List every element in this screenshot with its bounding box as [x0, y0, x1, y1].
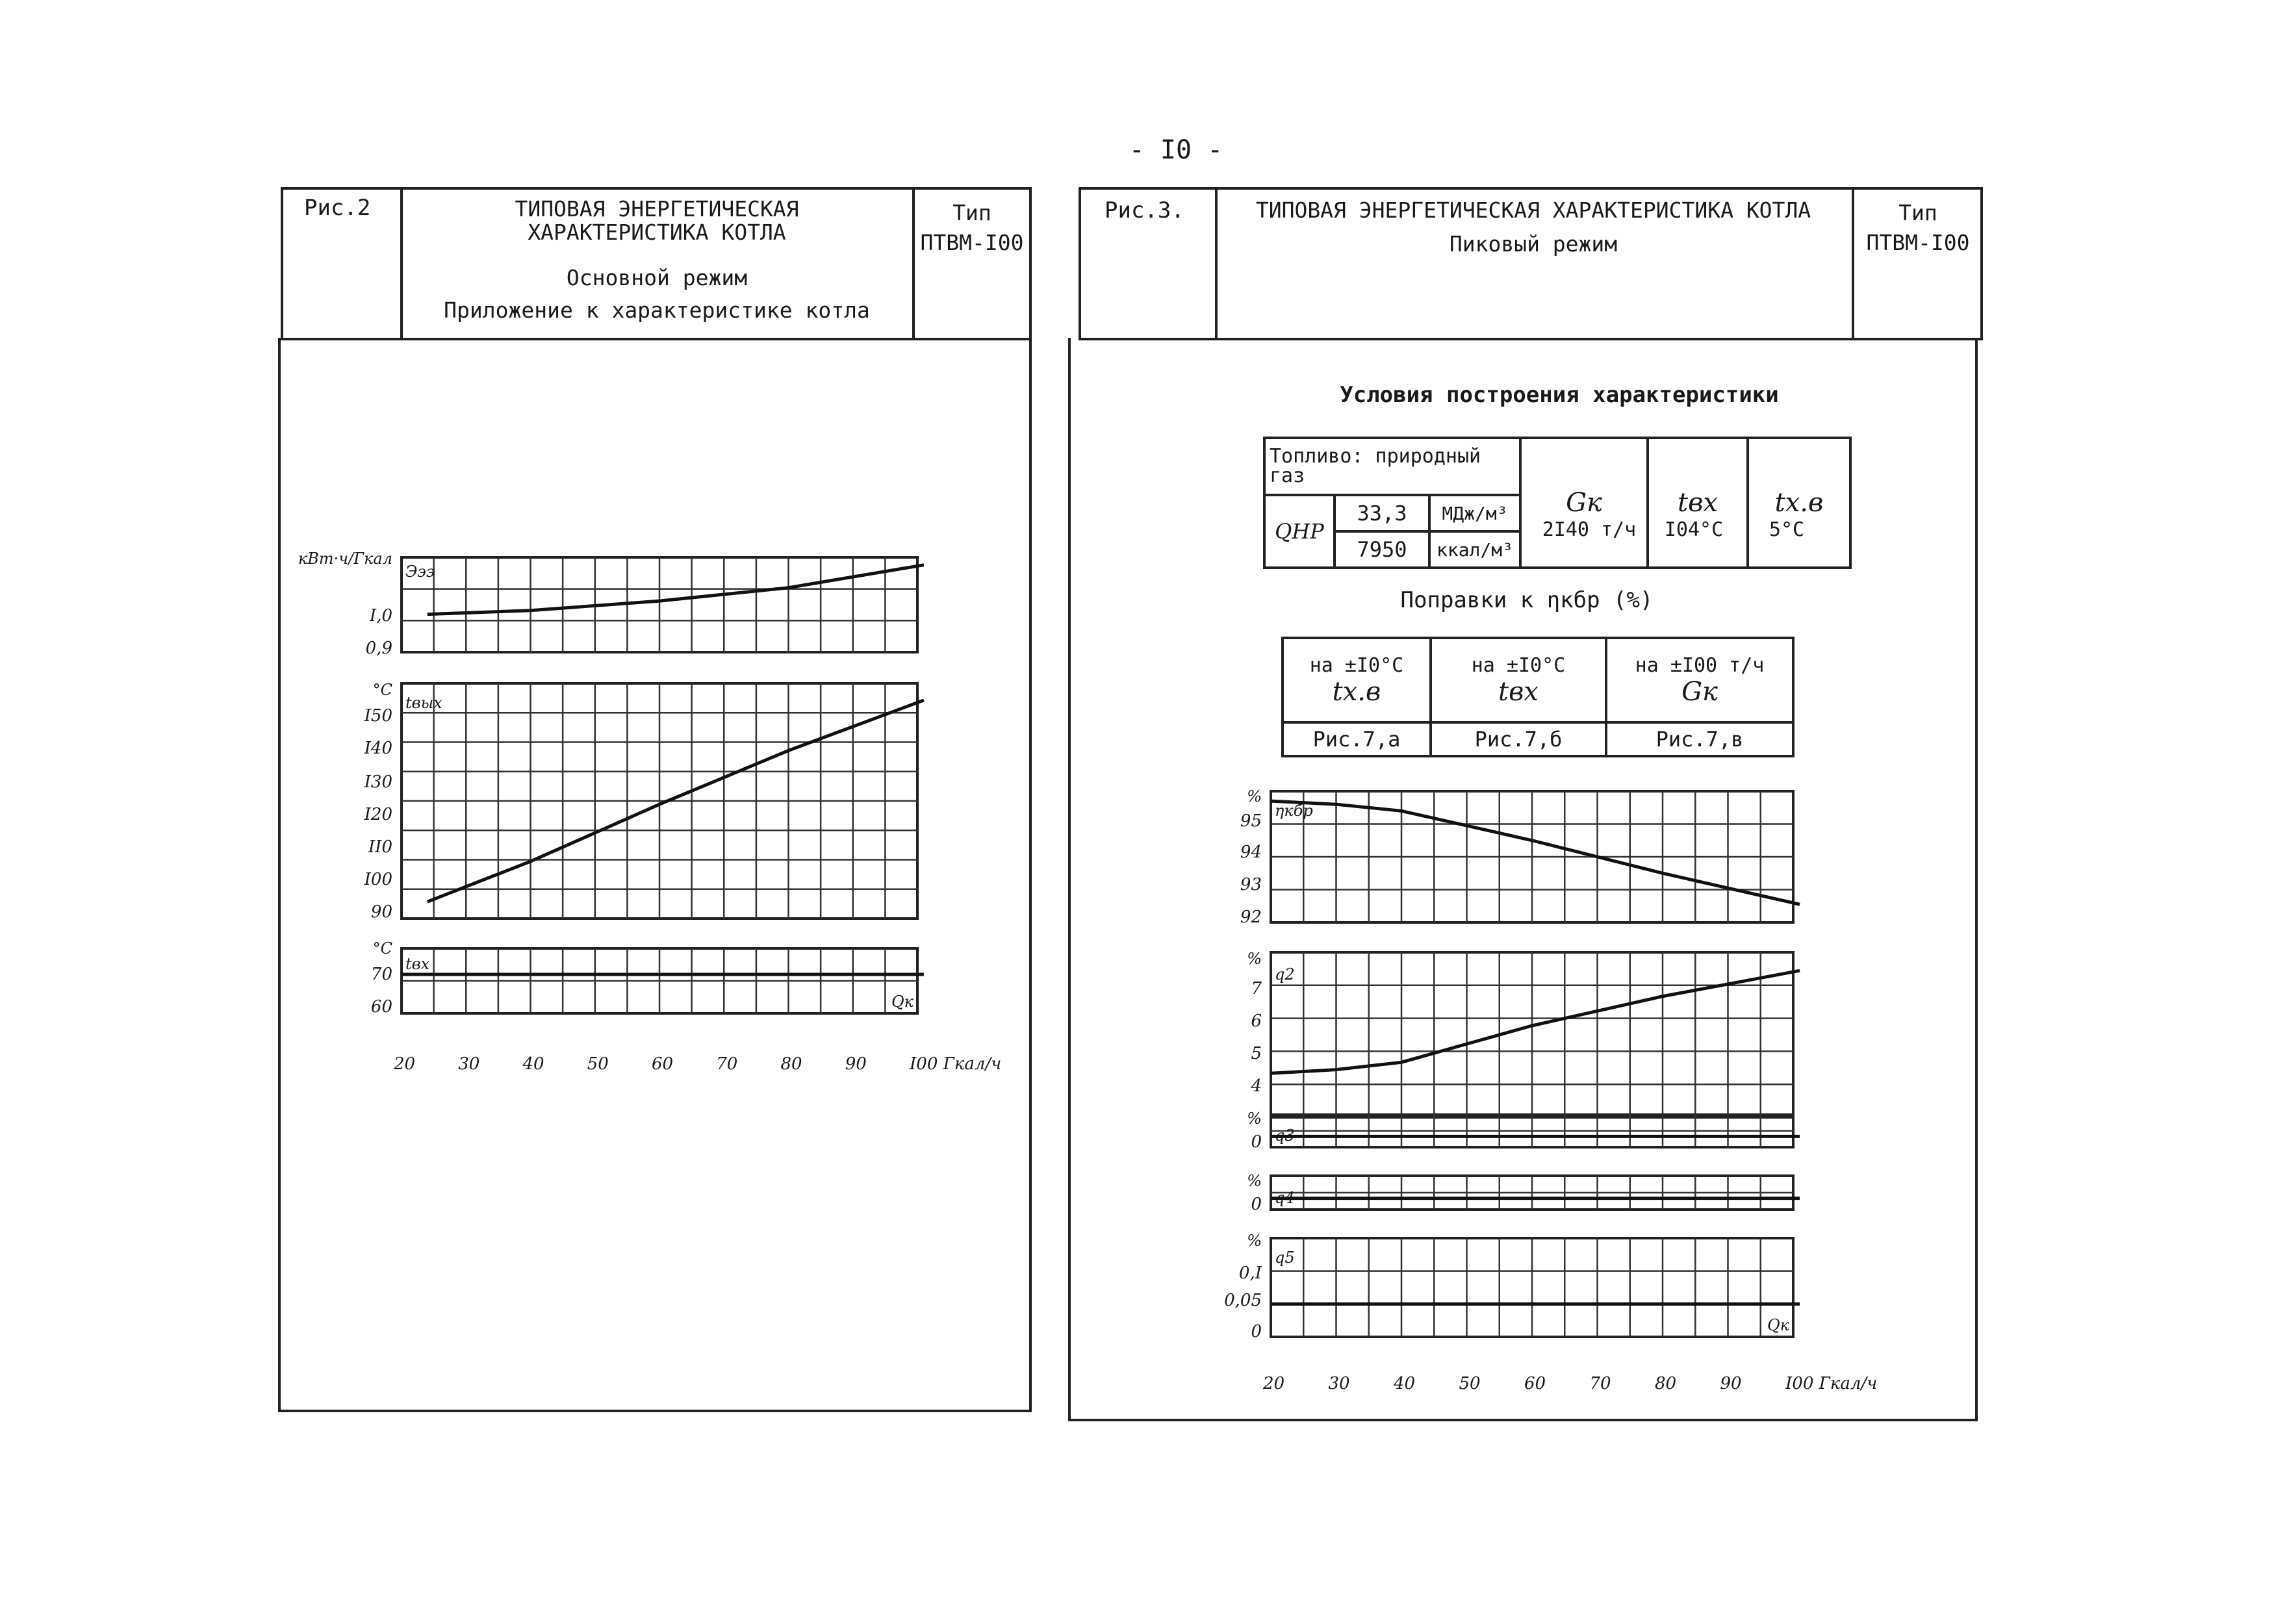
fig2-y-tick-label: I40 [364, 739, 392, 758]
fig3-panel-unit: % [1247, 950, 1262, 968]
fig2-y-tick-label: 90 [370, 902, 392, 922]
corr-sym-2: Gк [1681, 676, 1718, 707]
fig3-x-end-label: Qк [1767, 1316, 1790, 1334]
fig2-y-tick-label: I50 [364, 706, 392, 726]
fig3-panel-name: q5 [1275, 1249, 1295, 1267]
fig3-x-tick-label: 70 [1589, 1374, 1611, 1393]
corr-head-2: на ±I00 т/ч [1635, 653, 1765, 677]
fig3-panel-name: q4 [1275, 1189, 1295, 1207]
fuel-label: Топливо: природный газ [1264, 438, 1520, 495]
corr-sym-0: tх.в [1332, 676, 1381, 707]
fig3-x-tick-label: 40 [1394, 1374, 1416, 1393]
corr-head-1: на ±I0°C [1471, 653, 1566, 677]
fig2-y-tick-label: II0 [368, 837, 392, 857]
gk-value: 2I40 т/ч [1542, 518, 1637, 541]
fig3-y-tick-label: 0,05 [1224, 1291, 1262, 1310]
fig2-x-tick-label: 90 [845, 1054, 867, 1074]
fig2-y-tick-label: I,0 [369, 606, 392, 626]
fig3-y-tick-label: 4 [1251, 1076, 1262, 1096]
fig3-panel-4 [1224, 1232, 1800, 1341]
fig2-x-tick-label: I00 Гкал/ч [910, 1054, 1002, 1074]
fig2-y-tick-label: I00 [364, 870, 392, 889]
fig2-panel-name: tвх [405, 955, 430, 973]
corr-ref-2: Рис.7,в [1606, 722, 1793, 756]
fig3-x-tick-label: 50 [1459, 1374, 1481, 1393]
fig3-panel-3 [1247, 1172, 1800, 1214]
fig2-label: Рис.2 [304, 195, 371, 221]
qnp-label: QНР [1275, 519, 1324, 544]
tvx-value: I04°C [1664, 518, 1724, 541]
fig3-type-value: ПТВМ-I00 [1866, 230, 1970, 255]
fig3-x-tick-label: 90 [1720, 1374, 1742, 1393]
q-mj-unit: МДж/м³ [1429, 495, 1520, 531]
q-kcal-unit: ккал/м³ [1429, 531, 1520, 568]
fig2-panel-unit: кВт·ч/Гкал [298, 550, 392, 568]
fig3-y-tick-label: 92 [1240, 907, 1262, 927]
corr-head-0: на ±I0°C [1309, 653, 1404, 677]
txv-value: 5°C [1769, 518, 1805, 541]
txv-label: tх.в [1774, 488, 1824, 518]
fig3-x-tick-label: 20 [1263, 1374, 1285, 1393]
fig2-type-value: ПТВМ-I00 [920, 230, 1024, 255]
q-mj: 33,3 [1335, 495, 1429, 531]
q-kcal: 7950 [1335, 531, 1429, 568]
fig2-panel-name: Эээ [405, 563, 435, 581]
fig3-y-tick-label: 6 [1251, 1011, 1262, 1031]
fig3-x-tick-label: I00 Гкал/ч [1785, 1374, 1878, 1393]
fig2-title-line1: ТИПОВАЯ ЭНЕРГЕТИЧЕСКАЯ [515, 196, 799, 222]
fig2-x-tick-label: 40 [522, 1054, 544, 1074]
fig2-x-end-label: Qк [891, 993, 914, 1011]
fig3-panel-0 [1240, 787, 1800, 927]
fig3-y-tick-label: 94 [1240, 843, 1262, 862]
fig2-x-tick-label: 50 [587, 1054, 609, 1074]
fig3-panel-unit: % [1247, 1232, 1262, 1250]
fig3-subtitle1: Пиковый режим [1449, 231, 1618, 257]
fig3-chart [1224, 787, 1877, 1393]
fig2-subtitle1: Основной режим [566, 265, 748, 290]
fig3-y-tick-label: 0 [1251, 1322, 1262, 1341]
fig3-y-tick-label: 95 [1240, 811, 1262, 831]
fig2-y-tick-label: 0,9 [365, 639, 392, 658]
conditions-title: Условия построения характеристики [1340, 382, 1779, 408]
fig3-y-tick-label: 5 [1251, 1044, 1262, 1063]
fig3-panel-name: ηкбр [1275, 802, 1313, 820]
fig3-y-tick-label: 0,I [1238, 1263, 1262, 1283]
fig3-title-line1: ТИПОВАЯ ЭНЕРГЕТИЧЕСКАЯ ХАРАКТЕРИСТИКА КОТЛА [1255, 197, 1811, 223]
fig2-x-tick-label: 30 [458, 1054, 480, 1074]
fig2-x-tick-label: 80 [780, 1054, 802, 1074]
fig2-x-tick-label: 20 [394, 1054, 416, 1074]
fig2-x-tick-label: 60 [652, 1054, 674, 1074]
fig2-y-tick-label: 70 [370, 965, 392, 984]
fig3-panel-name: q3 [1275, 1126, 1295, 1145]
fig3-y-tick-label: 0 [1251, 1132, 1262, 1152]
fig2-type-label: Тип [952, 200, 991, 225]
fig3-panel-unit: % [1247, 787, 1262, 806]
fig3-type-label: Тип [1898, 200, 1937, 225]
fig2-panel-unit: °C [372, 939, 392, 958]
fig2-panel-unit: °C [372, 681, 392, 699]
fig3-x-tick-label: 80 [1655, 1374, 1677, 1393]
corrections-title: Поправки к ηкбр (%) [1400, 587, 1654, 613]
fig2-y-tick-label: I20 [364, 805, 392, 824]
fig3-y-tick-label: 0 [1251, 1195, 1262, 1214]
page-number: - I0 - [1129, 135, 1223, 165]
fig3-panel-1 [1247, 950, 1800, 1117]
fig3-label: Рис.3. [1105, 197, 1184, 223]
gk-label: Gк [1566, 488, 1602, 518]
fig2-y-tick-label: I30 [364, 772, 392, 792]
fig2-panel-2 [371, 939, 924, 1017]
fig3-panel-unit: % [1247, 1110, 1262, 1128]
fig2-y-tick-label: 60 [370, 997, 392, 1017]
fig2-chart [298, 550, 1002, 1074]
fig3-x-tick-label: 30 [1328, 1374, 1350, 1393]
fig3-panel-2 [1247, 1110, 1800, 1152]
fig3-panel-name: q2 [1275, 965, 1295, 983]
fig2-title-line2: ХАРАКТЕРИСТИКА КОТЛА [528, 220, 786, 245]
fig3-y-tick-label: 93 [1240, 875, 1262, 894]
corr-sym-1: tвх [1498, 676, 1539, 707]
fig2-x-tick-label: 70 [716, 1054, 738, 1074]
tvx-label: tвх [1678, 488, 1718, 518]
fig3-x-tick-label: 60 [1524, 1374, 1546, 1393]
fig2-panel-name: tвых [405, 694, 442, 712]
fig3-y-tick-label: 7 [1251, 979, 1262, 998]
fig2-panel-0 [298, 550, 924, 658]
fig3-panel-unit: % [1247, 1172, 1262, 1190]
fig2-panel-1 [364, 681, 924, 922]
fig2-subtitle2: Приложение к характеристике котла [444, 298, 870, 323]
corr-ref-0: Рис.7,а [1283, 722, 1431, 756]
corr-ref-1: Рис.7,б [1431, 722, 1606, 756]
